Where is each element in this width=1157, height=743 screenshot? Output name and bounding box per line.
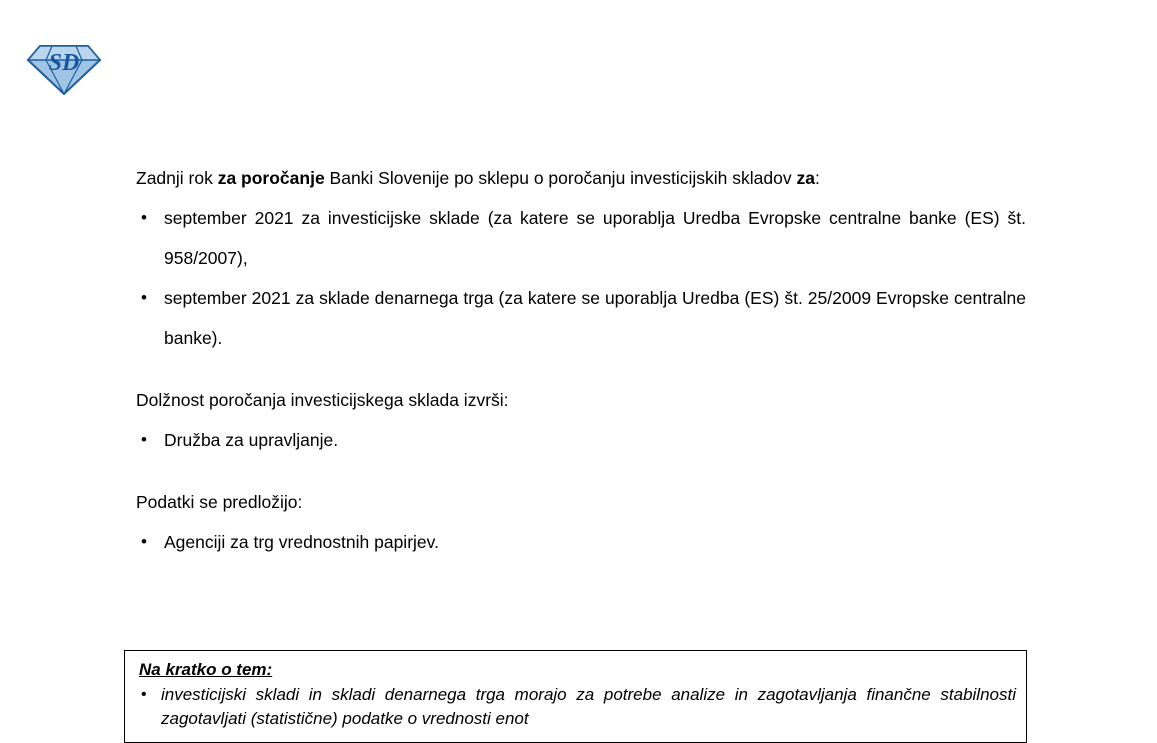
list-item [135,683,1016,731]
list-item [136,420,1026,460]
document-body [136,158,1026,562]
lead-text-part3: : [814,168,820,188]
list-item [136,522,1026,562]
section3-title: Podatki se predložijo: [136,492,303,512]
list-item-text: Družba za upravljanje. [164,430,339,450]
callout-list [135,683,1016,731]
lead-text-part1: Zadnji rok [136,168,218,188]
callout-box [124,650,1027,743]
lead-text-bold1: za poročanje [217,168,325,188]
svg-text:SD: SD [48,50,80,76]
section2-title: Dolžnost poročanja investicijskega sklada izvrši: [136,390,509,410]
sd-diamond-logo-icon [26,36,102,98]
spacer [136,358,1026,380]
list-item-text: september 2021 za investicijske sklade (za katere se uporablja Uredba Evropske centralne banke (ES) št. 958/2007), [164,208,1026,268]
lead-text-bold2: za [796,168,815,188]
list-item-text: investicijski skladi in skladi denarnega trga morajo za potrebe analize in zagotavljanja finančne stabilnosti zagotavljati (statistične) podatke o vrednosti enot [161,685,1016,728]
spacer [136,460,1026,482]
list-item-text: Agenciji za trg vrednostnih papirjev. [164,532,439,552]
lead-paragraph [136,158,1024,198]
callout-title: Na kratko o tem: [139,660,273,679]
list-item [136,198,1026,278]
list-item [136,278,1026,358]
lead-text-part2: Banki Slovenije po sklepu o poročanju investicijskih skladov [324,168,797,188]
section2-bullet-list [136,420,1026,460]
list-item-text: september 2021 za sklade denarnega trga (za katere se uporablja Uredba (ES) št. 25/2009 Evropske centralne banke). [164,288,1026,348]
section3-bullet-list [136,522,1026,562]
lead-bullet-list [136,198,1026,358]
